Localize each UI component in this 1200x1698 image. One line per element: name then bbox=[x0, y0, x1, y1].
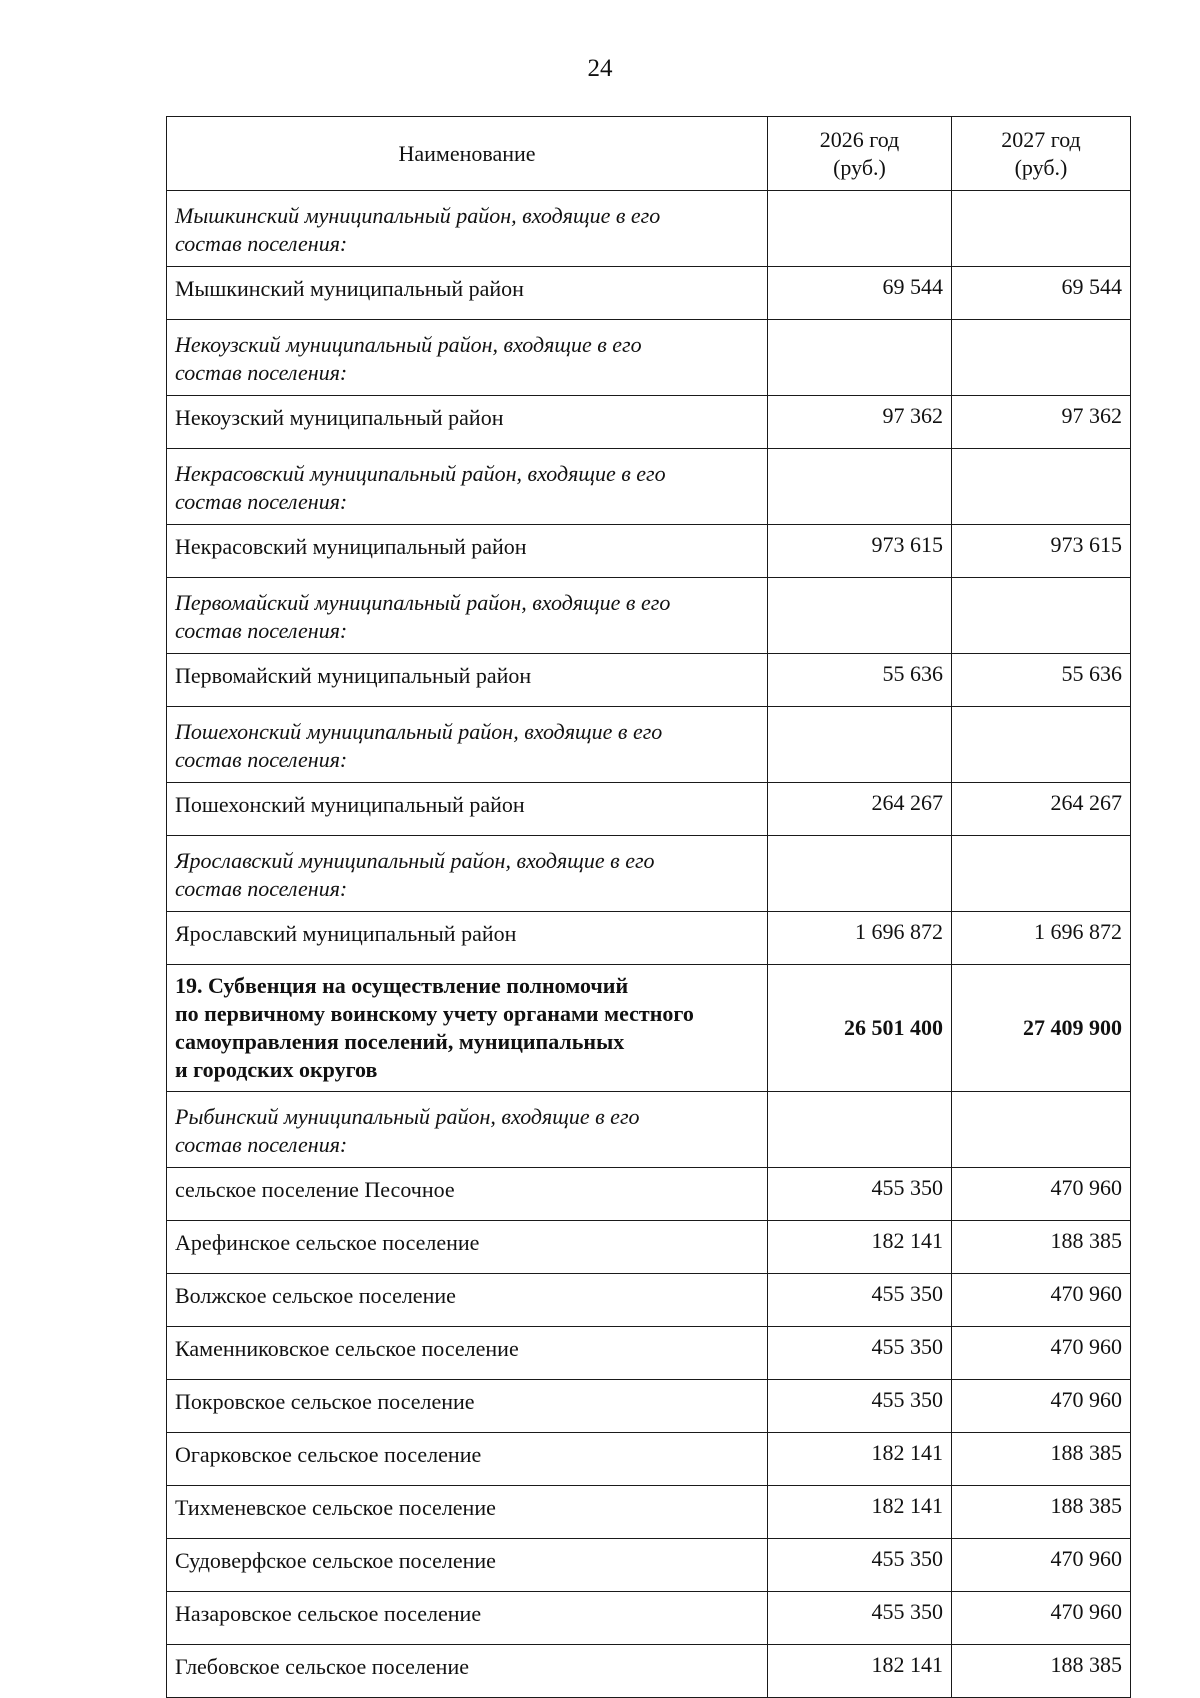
group-name bbox=[167, 836, 768, 912]
group-name bbox=[167, 191, 768, 267]
value-2026: 455 350 bbox=[768, 1327, 952, 1380]
column-header-2027 bbox=[952, 117, 1131, 191]
group-name bbox=[167, 578, 768, 654]
value-2027: 973 615 bbox=[952, 525, 1131, 578]
subsidy-table bbox=[166, 116, 1131, 1698]
column-header-2026-unit: (руб.) bbox=[833, 154, 886, 180]
value-2027: 188 385 bbox=[952, 1433, 1131, 1486]
value-2026: 1 696 872 bbox=[768, 912, 952, 965]
table-row bbox=[167, 1645, 1131, 1698]
settlement-name: Назаровское сельское поселение bbox=[167, 1592, 768, 1645]
table-row bbox=[167, 654, 1131, 707]
group-name-line: состав поселения: bbox=[175, 488, 348, 514]
value-2027: 55 636 bbox=[952, 654, 1131, 707]
table-row bbox=[167, 1168, 1131, 1221]
value-2026: 182 141 bbox=[768, 1221, 952, 1274]
empty-cell bbox=[952, 578, 1131, 654]
empty-cell bbox=[768, 578, 952, 654]
value-2027: 470 960 bbox=[952, 1327, 1131, 1380]
value-2027: 188 385 bbox=[952, 1645, 1131, 1698]
value-2026: 264 267 bbox=[768, 783, 952, 836]
empty-cell bbox=[952, 191, 1131, 267]
item-name: Некоузский муниципальный район bbox=[167, 396, 768, 449]
value-2027: 97 362 bbox=[952, 396, 1131, 449]
empty-cell bbox=[952, 707, 1131, 783]
column-header-name: Наименование bbox=[167, 117, 768, 191]
table-row bbox=[167, 1433, 1131, 1486]
value-2026: 97 362 bbox=[768, 396, 952, 449]
value-2027: 470 960 bbox=[952, 1380, 1131, 1433]
section-total-2026: 26 501 400 bbox=[768, 965, 952, 1092]
value-2026: 455 350 bbox=[768, 1274, 952, 1327]
empty-cell bbox=[952, 1092, 1131, 1168]
group-name-line: Рыбинский муниципальный район, входящие в его bbox=[175, 1103, 640, 1129]
value-2026: 455 350 bbox=[768, 1168, 952, 1221]
table-row bbox=[167, 1274, 1131, 1327]
section-title-line: и городских округов bbox=[175, 1057, 378, 1082]
value-2027: 470 960 bbox=[952, 1592, 1131, 1645]
value-2027: 470 960 bbox=[952, 1539, 1131, 1592]
group-row bbox=[167, 707, 1131, 783]
value-2027: 188 385 bbox=[952, 1486, 1131, 1539]
value-2026: 69 544 bbox=[768, 267, 952, 320]
empty-cell bbox=[952, 836, 1131, 912]
value-2027: 470 960 bbox=[952, 1168, 1131, 1221]
item-name: Некрасовский муниципальный район bbox=[167, 525, 768, 578]
section-total-row bbox=[167, 965, 1131, 1092]
section-title-line: по первичному воинскому учету органами местного bbox=[175, 1001, 694, 1026]
column-header-2026-year: 2026 год bbox=[819, 126, 900, 152]
section-title-line: 19. Субвенция на осуществление полномочий bbox=[175, 973, 629, 998]
table-header-row bbox=[167, 117, 1131, 191]
value-2026: 455 350 bbox=[768, 1592, 952, 1645]
column-header-2026 bbox=[768, 117, 952, 191]
value-2026: 55 636 bbox=[768, 654, 952, 707]
group-row bbox=[167, 320, 1131, 396]
table-row bbox=[167, 267, 1131, 320]
empty-cell bbox=[952, 320, 1131, 396]
settlement-name: Арефинское сельское поселение bbox=[167, 1221, 768, 1274]
table-row bbox=[167, 525, 1131, 578]
group-row bbox=[167, 578, 1131, 654]
value-2026: 455 350 bbox=[768, 1380, 952, 1433]
group-row bbox=[167, 191, 1131, 267]
table-row bbox=[167, 1221, 1131, 1274]
group-name-line: Некоузский муниципальный район, входящие в его bbox=[175, 331, 642, 357]
page-number: 24 bbox=[587, 55, 613, 82]
value-2026: 182 141 bbox=[768, 1645, 952, 1698]
table-row bbox=[167, 1592, 1131, 1645]
value-2026: 455 350 bbox=[768, 1539, 952, 1592]
table-row bbox=[167, 783, 1131, 836]
section-total-2027: 27 409 900 bbox=[952, 965, 1131, 1092]
empty-cell bbox=[768, 707, 952, 783]
column-header-2027-year: 2027 год bbox=[1001, 126, 1081, 152]
settlement-name: Покровское сельское поселение bbox=[167, 1380, 768, 1433]
settlement-name: Судоверфское сельское поселение bbox=[167, 1539, 768, 1592]
group-name-line: состав поселения: bbox=[175, 746, 348, 772]
group-name-line: Мышкинский муниципальный район, входящие в его bbox=[175, 202, 661, 228]
group-row bbox=[167, 449, 1131, 525]
settlement-name: Каменниковское сельское поселение bbox=[167, 1327, 768, 1380]
group-name-line: состав поселения: bbox=[175, 875, 348, 901]
table-row bbox=[167, 1327, 1131, 1380]
empty-cell bbox=[952, 449, 1131, 525]
group-name-line: Пошехонский муниципальный район, входящие в его bbox=[175, 718, 663, 744]
value-2027: 188 385 bbox=[952, 1221, 1131, 1274]
group-name bbox=[167, 320, 768, 396]
item-name: Мышкинский муниципальный район bbox=[167, 267, 768, 320]
section-title bbox=[167, 965, 768, 1092]
group-name bbox=[167, 449, 768, 525]
value-2027: 470 960 bbox=[952, 1274, 1131, 1327]
empty-cell bbox=[768, 320, 952, 396]
empty-cell bbox=[768, 191, 952, 267]
empty-cell bbox=[768, 836, 952, 912]
table-row bbox=[167, 396, 1131, 449]
item-name: Пошехонский муниципальный район bbox=[167, 783, 768, 836]
item-name: Первомайский муниципальный район bbox=[167, 654, 768, 707]
table-row bbox=[167, 912, 1131, 965]
value-2027: 69 544 bbox=[952, 267, 1131, 320]
group-name-line: состав поселения: bbox=[175, 617, 348, 643]
value-2026: 182 141 bbox=[768, 1433, 952, 1486]
empty-cell bbox=[768, 1092, 952, 1168]
value-2026: 973 615 bbox=[768, 525, 952, 578]
group-row bbox=[167, 1092, 1131, 1168]
section-title-line: самоуправления поселений, муниципальных bbox=[175, 1029, 625, 1054]
item-name: Ярославский муниципальный район bbox=[167, 912, 768, 965]
group-name-line: Ярославский муниципальный район, входящие в его bbox=[175, 847, 655, 873]
settlement-name: Глебовское сельское поселение bbox=[167, 1645, 768, 1698]
group-name bbox=[167, 1092, 768, 1168]
group-name-line: Первомайский муниципальный район, входящие в его bbox=[175, 589, 671, 615]
settlement-name: Огарковское сельское поселение bbox=[167, 1433, 768, 1486]
settlement-name: Тихменевское сельское поселение bbox=[167, 1486, 768, 1539]
table-row bbox=[167, 1380, 1131, 1433]
settlement-name: Волжское сельское поселение bbox=[167, 1274, 768, 1327]
group-row bbox=[167, 836, 1131, 912]
group-name-line: состав поселения: bbox=[175, 359, 348, 385]
group-name-line: состав поселения: bbox=[175, 230, 348, 256]
settlement-name: сельское поселение Песочное bbox=[167, 1168, 768, 1221]
value-2026: 182 141 bbox=[768, 1486, 952, 1539]
table-row bbox=[167, 1539, 1131, 1592]
group-name bbox=[167, 707, 768, 783]
table-row bbox=[167, 1486, 1131, 1539]
group-name-line: Некрасовский муниципальный район, входящие в его bbox=[175, 460, 666, 486]
column-header-2027-unit: (руб.) bbox=[1014, 154, 1068, 180]
value-2027: 264 267 bbox=[952, 783, 1131, 836]
group-name-line: состав поселения: bbox=[175, 1131, 348, 1157]
value-2027: 1 696 872 bbox=[952, 912, 1131, 965]
empty-cell bbox=[768, 449, 952, 525]
